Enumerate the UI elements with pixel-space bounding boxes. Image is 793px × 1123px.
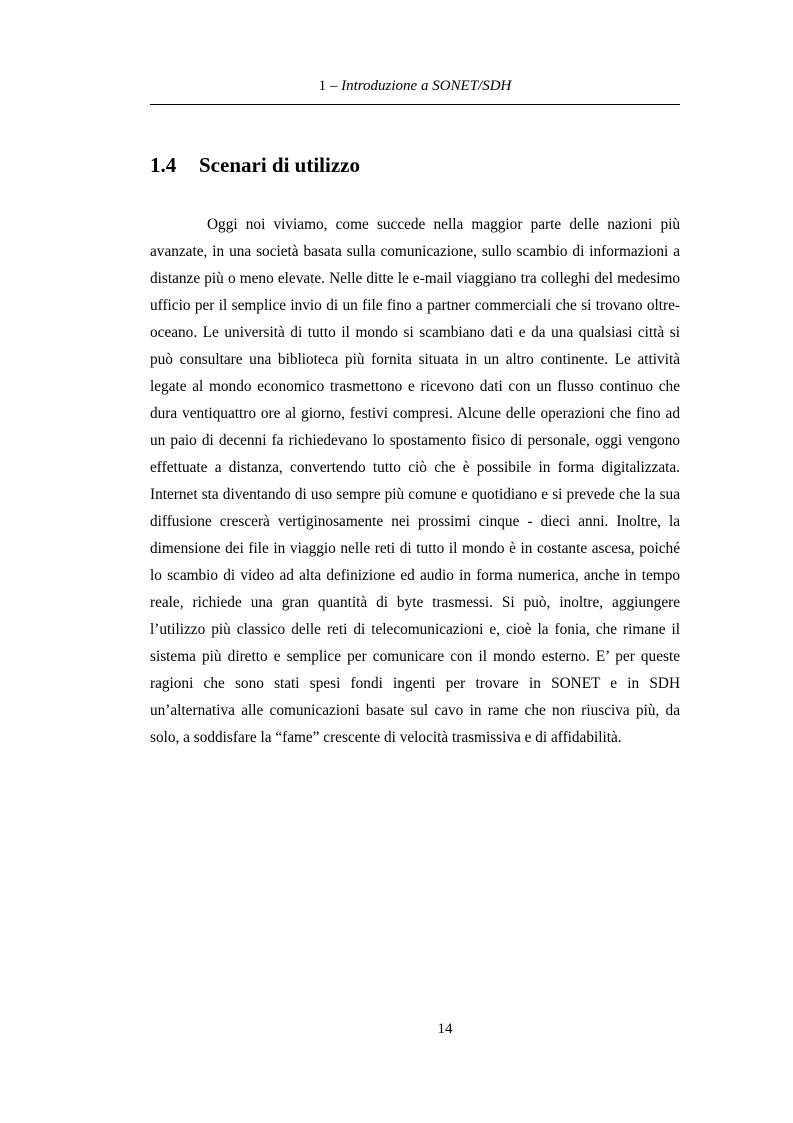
header-chapter-title: Introduzione a SONET/SDH bbox=[341, 78, 512, 94]
body-paragraph: Oggi noi viviamo, come succede nella maggior parte delle nazioni più avanzate, in una società basata sulla comunicazione, sullo scambio di informazioni a distanze più o meno elevate. Nelle ditte le e-mail viaggiano tra colleghi del medesimo ufficio per il semplice invio di un file fino a partner commerciali che si trovano oltre-oceano. Le università di tutto il mondo si scambiano dati e da una qualsiasi città si può consultare una biblioteca più fornita situata in un altro continente. Le attività legate al mondo economico trasmettono e ricevono dati con un flusso continuo che dura ventiquattro ore al giorno, festivi compresi. Alcune delle operazioni che fino ad un paio di decenni fa richiedevano lo spostamento fisico di personale, oggi vengono effettuate a distanza, convertendo tutto ciò che è possibile in forma digitalizzata. Internet sta diventando di uso sempre più comune e quotidiano e si prevede che la sua diffusione crescerà vertiginosamente nei prossimi cinque - dieci anni. Inoltre, la dimensione dei file in viaggio nelle reti di tutto il mondo è in costante ascesa, poiché lo scambio di video ad alta definizione ed audio in forma numerica, anche in tempo reale, richiede una gran quantità di byte trasmessi. Si può, inoltre, aggiungere l’utilizzo più classico delle reti di telecomunicazioni e, cioè la fonia, che rimane il sistema più diretto e semplice per comunicare con il mondo esterno. E’ per queste ragioni che sono stati spesi fondi ingenti per trovare in SONET e in SDH un’alternativa alle comunicazioni basate sul cavo in rame che non riusciva più, da solo, a soddisfare la “fame” crescente di velocità trasmissiva e di affidabilità. bbox=[150, 216, 680, 746]
section-title: Scenari di utilizzo bbox=[199, 153, 360, 177]
header-chapter-number: 1 – bbox=[318, 78, 338, 94]
header-divider bbox=[150, 104, 680, 105]
section-heading bbox=[150, 152, 360, 178]
page-number: 14 bbox=[437, 1021, 453, 1037]
section-number: 1.4 bbox=[150, 153, 177, 177]
running-header bbox=[150, 76, 680, 96]
